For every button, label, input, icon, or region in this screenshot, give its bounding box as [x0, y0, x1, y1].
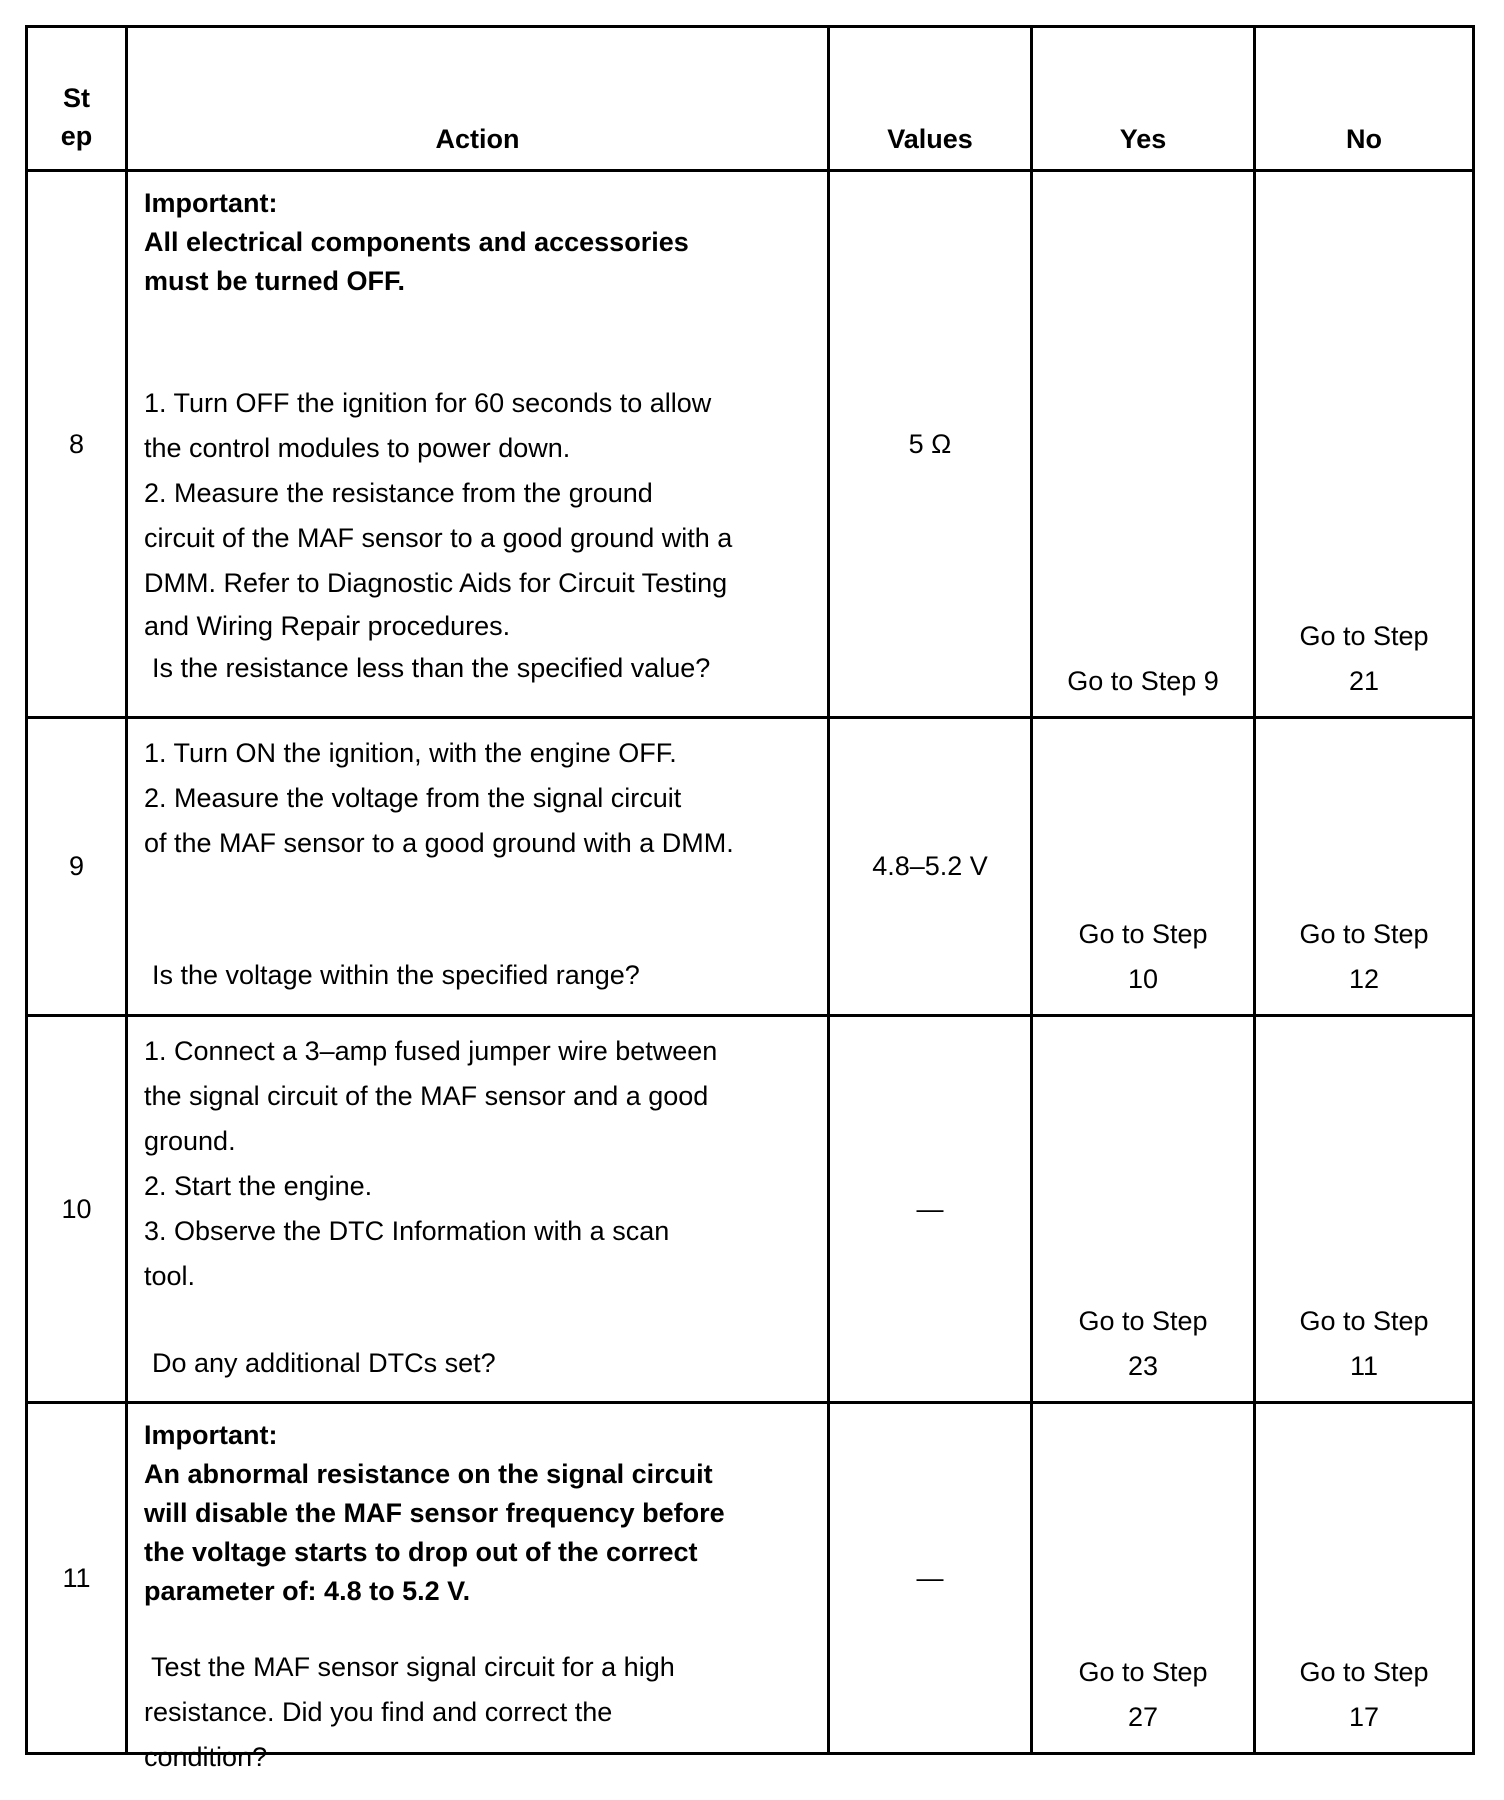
yes-go-to — [1033, 719, 1253, 1014]
step-number: 11 — [62, 1562, 91, 1593]
instruction-line: and Wiring Repair procedures. — [144, 611, 511, 641]
header-no: No — [1346, 124, 1382, 154]
instruction-line: condition? — [144, 1742, 268, 1772]
no-go-to — [1256, 1404, 1472, 1752]
important-text: An abnormal resistance on the signal circuit — [144, 1459, 713, 1489]
step-number: 8 — [68, 428, 85, 459]
yes-go-to — [1033, 172, 1253, 716]
instruction-line: of the MAF sensor to a good ground with a DMM. — [144, 828, 734, 858]
action-cell — [128, 1404, 827, 1772]
header-values: Values — [887, 124, 973, 154]
yes-go-to-text: Go to Step 10 — [1078, 919, 1208, 994]
no-go-to-text: Go to Step 12 — [1299, 919, 1429, 994]
instruction-line: 3. Observe the DTC Information with a scan — [144, 1216, 670, 1246]
instruction-line: 1. Connect a 3–amp fused jumper wire between — [144, 1036, 718, 1066]
action-cell — [128, 1017, 827, 1401]
diagnostic-table — [25, 25, 1475, 1772]
action-cell — [128, 719, 827, 1014]
question: Is the voltage within the specified range? — [152, 960, 640, 990]
header-step: St ep — [60, 83, 93, 151]
no-go-to-text: Go to Step 17 — [1299, 1657, 1429, 1732]
step-number: 9 — [68, 851, 85, 881]
value-cell: — — [916, 1193, 944, 1224]
value-cell: 4.8–5.2 V — [872, 851, 988, 881]
question: Is the resistance less than the specified value? — [152, 653, 711, 683]
important-text: parameter of: 4.8 to 5.2 V. — [144, 1576, 471, 1606]
yes-go-to-text: Go to Step 23 — [1078, 1306, 1208, 1381]
instruction-line: tool. — [144, 1261, 196, 1291]
important-text: must be turned OFF. — [144, 266, 406, 296]
instruction-line: 2. Start the engine. — [144, 1171, 373, 1201]
no-go-to — [1256, 719, 1472, 1014]
instruction-line: ground. — [144, 1126, 236, 1156]
important-text: All electrical components and accessories — [144, 227, 689, 257]
value-cell: 5 Ω — [908, 428, 952, 459]
instruction-line: circuit of the MAF sensor to a good ground with a — [144, 523, 733, 553]
table-border-right — [1472, 25, 1475, 1755]
step-number: 10 — [61, 1193, 92, 1224]
yes-go-to — [1033, 1017, 1253, 1401]
instruction-line: the signal circuit of the MAF sensor and a good — [144, 1081, 709, 1111]
no-go-to-text: Go to Step 11 — [1299, 1306, 1429, 1381]
yes-go-to-text: Go to Step 27 — [1078, 1657, 1208, 1732]
instruction-line: DMM. Refer to Diagnostic Aids for Circuit Testing — [144, 568, 728, 598]
no-go-to-text: Go to Step 21 — [1299, 621, 1429, 696]
header-yes: Yes — [1119, 124, 1167, 154]
instruction-line: Test the MAF sensor signal circuit for a high — [144, 1652, 675, 1682]
instruction-line: resistance. Did you find and correct the — [144, 1697, 613, 1727]
value-cell: — — [916, 1562, 944, 1593]
important-label: Important: — [144, 1420, 278, 1450]
instruction-line: 2. Measure the resistance from the ground — [144, 478, 653, 508]
important-text: will disable the MAF sensor frequency before — [144, 1498, 725, 1528]
yes-go-to-text: Go to Step 9 — [1067, 666, 1219, 696]
no-go-to — [1256, 172, 1472, 716]
important-label: Important: — [144, 188, 278, 218]
no-go-to — [1256, 1017, 1472, 1401]
question: Do any additional DTCs set? — [152, 1348, 496, 1378]
yes-go-to — [1033, 1404, 1253, 1752]
instruction-line: 1. Turn ON the ignition, with the engine OFF. — [144, 738, 677, 768]
important-text: the voltage starts to drop out of the correct — [144, 1537, 698, 1567]
instruction-line: the control modules to power down. — [144, 433, 571, 463]
action-cell — [128, 172, 827, 716]
header-action: Action — [435, 124, 520, 154]
instruction-line: 1. Turn OFF the ignition for 60 seconds to allow — [144, 388, 712, 418]
instruction-line: 2. Measure the voltage from the signal circuit — [144, 783, 682, 813]
